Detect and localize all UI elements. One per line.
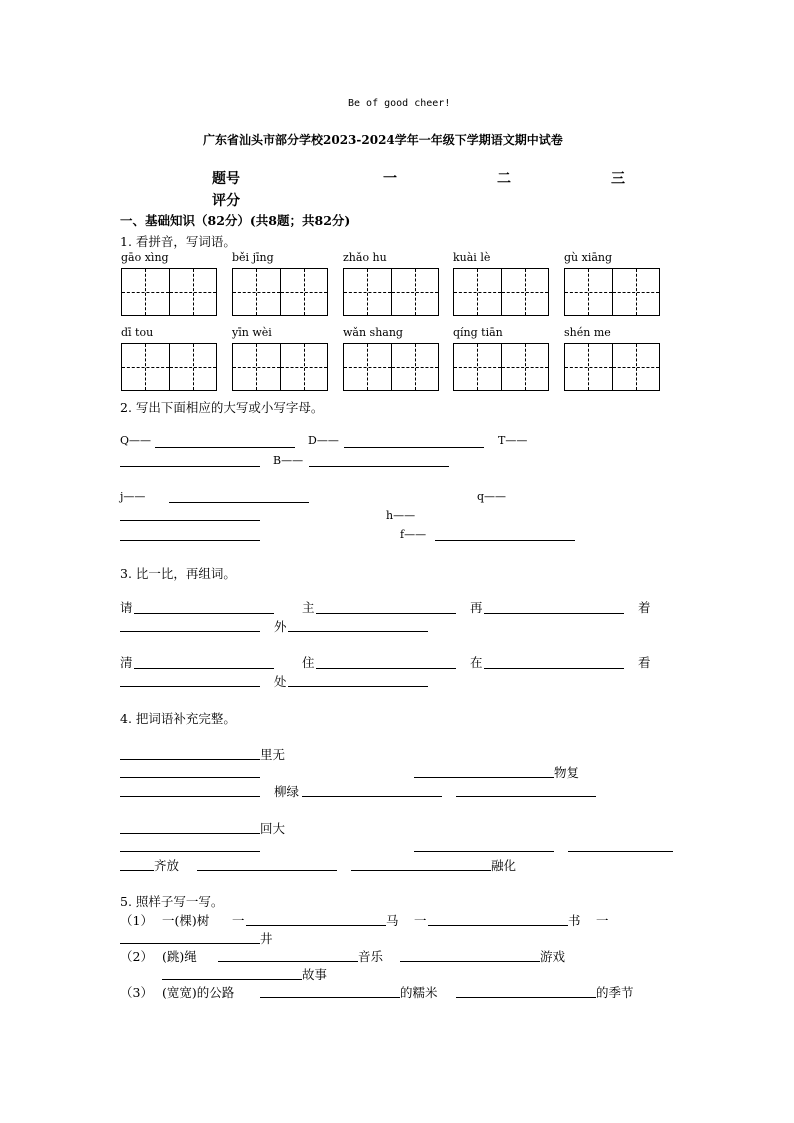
measure-word: 一 xyxy=(414,913,427,928)
compare-char: 在 xyxy=(470,655,483,670)
answer-blank[interactable] xyxy=(260,997,400,998)
tianzige-box[interactable] xyxy=(564,343,660,391)
noun-text: 井 xyxy=(260,931,273,946)
score-label-number: 题号 xyxy=(212,171,240,187)
noun-text: 的糯米 xyxy=(400,985,438,1000)
answer-blank[interactable] xyxy=(120,540,260,541)
item-number: （2） xyxy=(120,949,153,964)
answer-blank[interactable] xyxy=(288,631,428,632)
letter-label: Q—— xyxy=(120,434,152,447)
answer-blank[interactable] xyxy=(218,961,358,962)
answer-blank[interactable] xyxy=(414,777,554,778)
answer-blank[interactable] xyxy=(316,668,456,669)
item-number: （3） xyxy=(120,985,153,1000)
score-col-2: 二 xyxy=(497,171,511,187)
compare-char: 着 xyxy=(638,600,651,615)
answer-blank[interactable] xyxy=(169,502,309,503)
motto: Be of good cheer! xyxy=(348,98,451,109)
noun-text: 书 xyxy=(568,913,581,928)
noun-text: 游戏 xyxy=(540,949,566,964)
answer-blank[interactable] xyxy=(120,777,260,778)
tianzige-box[interactable] xyxy=(232,343,328,391)
answer-blank[interactable] xyxy=(568,851,673,852)
answer-blank[interactable] xyxy=(400,961,540,962)
compare-char: 主 xyxy=(302,600,315,615)
question-3-prompt: 3. 比一比，再组词。 xyxy=(120,566,236,581)
answer-blank[interactable] xyxy=(484,613,624,614)
tianzige-box[interactable] xyxy=(121,268,217,316)
measure-word: 一 xyxy=(596,913,609,928)
answer-blank[interactable] xyxy=(120,851,260,852)
answer-blank[interactable] xyxy=(435,540,575,541)
idiom-fragment: 回大 xyxy=(260,821,286,836)
pinyin-label: wǎn shang xyxy=(343,326,403,339)
tianzige-box[interactable] xyxy=(343,268,439,316)
noun-text: 马 xyxy=(386,913,399,928)
page-title: 广东省汕头市部分学校2023-2024学年一年级下学期语文期中试卷 xyxy=(203,133,563,147)
tianzige-box[interactable] xyxy=(121,343,217,391)
answer-blank[interactable] xyxy=(288,686,428,687)
answer-blank[interactable] xyxy=(120,870,154,871)
answer-blank[interactable] xyxy=(484,668,624,669)
idiom-fragment: 里无 xyxy=(260,747,286,762)
answer-blank[interactable] xyxy=(456,796,596,797)
noun-text: 故事 xyxy=(302,967,328,982)
idiom-fragment: 融化 xyxy=(491,858,517,873)
letter-label: T—— xyxy=(498,434,528,447)
answer-blank[interactable] xyxy=(414,851,554,852)
answer-blank[interactable] xyxy=(120,759,260,760)
answer-blank[interactable] xyxy=(134,668,274,669)
compare-char: 外 xyxy=(274,619,287,634)
compare-char: 住 xyxy=(302,655,315,670)
answer-blank[interactable] xyxy=(302,796,442,797)
score-col-1: 一 xyxy=(383,171,397,187)
answer-blank[interactable] xyxy=(120,466,260,467)
compare-char: 再 xyxy=(470,600,483,615)
letter-label: h—— xyxy=(386,509,416,522)
noun-text: 的季节 xyxy=(596,985,634,1000)
noun-text: 音乐 xyxy=(358,949,384,964)
compare-char: 请 xyxy=(120,600,133,615)
question-5-prompt: 5. 照样子写一写。 xyxy=(120,894,224,909)
pinyin-label: shén me xyxy=(564,326,611,339)
idiom-fragment: 物复 xyxy=(554,765,580,780)
letter-label: f—— xyxy=(400,528,427,541)
answer-blank[interactable] xyxy=(155,447,295,448)
pinyin-label: běi jīng xyxy=(232,251,274,264)
example-text: (跳)绳 xyxy=(162,949,197,964)
answer-blank[interactable] xyxy=(197,870,337,871)
measure-word: 一 xyxy=(232,913,245,928)
idiom-fragment: 柳绿 xyxy=(274,784,300,799)
item-number: （1） xyxy=(120,913,153,928)
answer-blank[interactable] xyxy=(246,925,386,926)
pinyin-label: yīn wèi xyxy=(232,326,272,339)
answer-blank[interactable] xyxy=(456,997,596,998)
answer-blank[interactable] xyxy=(351,870,491,871)
answer-blank[interactable] xyxy=(428,925,568,926)
tianzige-box[interactable] xyxy=(453,268,549,316)
section-heading: 一、基础知识（82分）(共8题；共82分) xyxy=(120,213,351,228)
compare-char: 清 xyxy=(120,655,133,670)
letter-label: j—— xyxy=(120,490,146,503)
answer-blank[interactable] xyxy=(316,613,456,614)
tianzige-box[interactable] xyxy=(343,343,439,391)
answer-blank[interactable] xyxy=(134,613,274,614)
letter-label: q—— xyxy=(477,490,507,503)
compare-char: 处 xyxy=(274,674,287,689)
question-1-prompt: 1. 看拼音，写词语。 xyxy=(120,234,236,249)
idiom-fragment: 齐放 xyxy=(154,858,180,873)
pinyin-label: zhǎo hu xyxy=(343,251,387,264)
answer-blank[interactable] xyxy=(120,520,260,521)
answer-blank[interactable] xyxy=(162,979,302,980)
tianzige-box[interactable] xyxy=(564,268,660,316)
example-text: 一(棵)树 xyxy=(162,913,210,928)
answer-blank[interactable] xyxy=(120,796,260,797)
question-4-prompt: 4. 把词语补充完整。 xyxy=(120,711,236,726)
answer-blank[interactable] xyxy=(344,447,484,448)
answer-blank[interactable] xyxy=(120,631,260,632)
pinyin-label: gù xiāng xyxy=(564,251,613,264)
question-2-prompt: 2. 写出下面相应的大写或小写字母。 xyxy=(120,400,324,415)
answer-blank[interactable] xyxy=(120,833,260,834)
letter-label: D—— xyxy=(308,434,339,447)
pinyin-label: qíng tiān xyxy=(453,326,503,339)
example-text: (宽宽)的公路 xyxy=(162,985,235,1000)
score-col-3: 三 xyxy=(611,171,625,187)
tianzige-box[interactable] xyxy=(453,343,549,391)
pinyin-label: gāo xìng xyxy=(121,251,169,264)
score-label-score: 评分 xyxy=(212,193,240,209)
answer-blank[interactable] xyxy=(120,686,260,687)
answer-blank[interactable] xyxy=(309,466,449,467)
answer-blank[interactable] xyxy=(120,943,260,944)
compare-char: 看 xyxy=(638,655,651,670)
pinyin-label: kuài lè xyxy=(453,251,491,264)
tianzige-box[interactable] xyxy=(232,268,328,316)
letter-label: B—— xyxy=(273,454,304,467)
pinyin-label: dī tou xyxy=(121,326,154,339)
